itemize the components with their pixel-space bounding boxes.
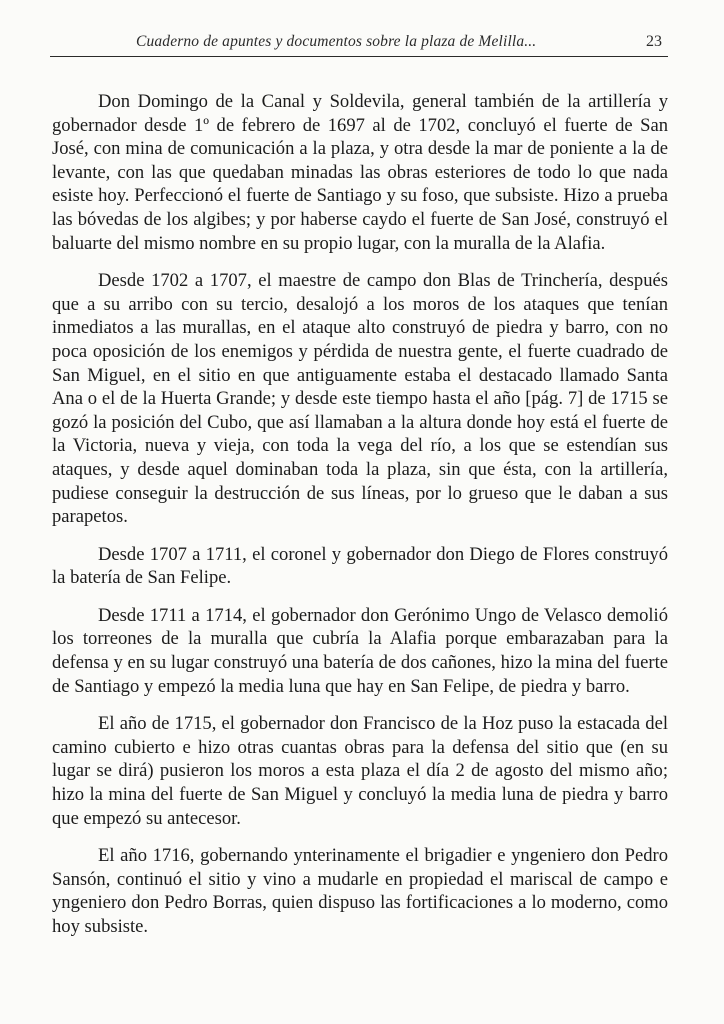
paragraph-diego-flores: Desde 1707 a 1711, el coronel y gobernador don Diego de Flores construyó la batería de San Felipe. xyxy=(52,543,668,589)
paragraph-ungo-velasco: Desde 1711 a 1714, el gobernador don Gerónimo Ungo de Velasco demolió los torreones de la muralla que cubría la Alafia porque embarazaban para la defensa y en su lugar construyó una batería de dos cañones, hizo la mina del fuerte de Santiago y empezó la media luna que hay en San Felipe, de piedra y barro. xyxy=(52,604,668,697)
body-text xyxy=(52,90,668,953)
header-title: Cuaderno de apuntes y documentos sobre la plaza de Melilla... xyxy=(136,33,537,50)
paragraph-pedro-sanson: El año 1716, gobernando ynterinamente el brigadier e yngeniero don Pedro Sansón, continuó el sitio y vino a mudarle en propiedad el mariscal de campo e yngeniero don Pedro Borras, quien dispuso las fortificaciones a lo moderno, como hoy subsiste. xyxy=(52,845,668,937)
paragraph-francisco-hoz: El año de 1715, el gobernador don Francisco de la Hoz puso la estacada del camino cubierto e hizo otras cuantas obras para la defensa del sitio que (en su lugar se dirá) pusieron los moros a esta plaza el día 2 de agosto del mismo año; hizo la mina del fuerte de San Miguel y concluyó la media luna de piedra y barro que empezó su antecesor. xyxy=(52,713,668,829)
paragraph-trincheria: Desde 1702 a 1707, el maestre de campo don Blas de Trinchería, después que a su arribo con su tercio, desalojó a los moros de los ataques que tenían inmediatos a las murallas, en el ataque alto construyó de piedra y barro, con no poca oposición de los enemigos y pérdida de nuestra gente, el fuerte cuadrado de San Miguel, en el sitio en que antiguamente estaba el destacado llamado Santa Ana o el de la Huerta Grande; y desde este tiempo hasta el año [pág. 7] de 1715 se gozó la posición del Cubo, que así llamaban a la altura donde hoy está el fuerte de la Victoria, nueva y vieja, con toda la vega del río, a los que se estendían sus ataques, y desde aquel dominaban toda la plaza, sin que ésta, con la artillería, pudiese conseguir la destrucción de sus líneas, por lo grueso que le daban a sus parapetos. xyxy=(52,270,668,528)
page-number: 23 xyxy=(646,33,662,50)
running-header xyxy=(50,30,668,57)
paragraph-canal-soldevila: Don Domingo de la Canal y Soldevila, general también de la artillería y gobernador desde 1º de febrero de 1697 al de 1702, concluyó el fuerte de San José, con mina de comunicación a la plaza, y otra desde la mar de poniente a la de levante, con las que quedaban minadas las obras esteriores de todo lo que nada esiste hoy. Perfeccionó el fuerte de Santiago y su foso, que subsiste. Hizo a prueba las bóvedas de los algibes; y por haberse caydo el fuerte de San José, construyó el baluarte del mismo nombre en su propio lugar, con la muralla de la Alafia. xyxy=(52,91,668,254)
